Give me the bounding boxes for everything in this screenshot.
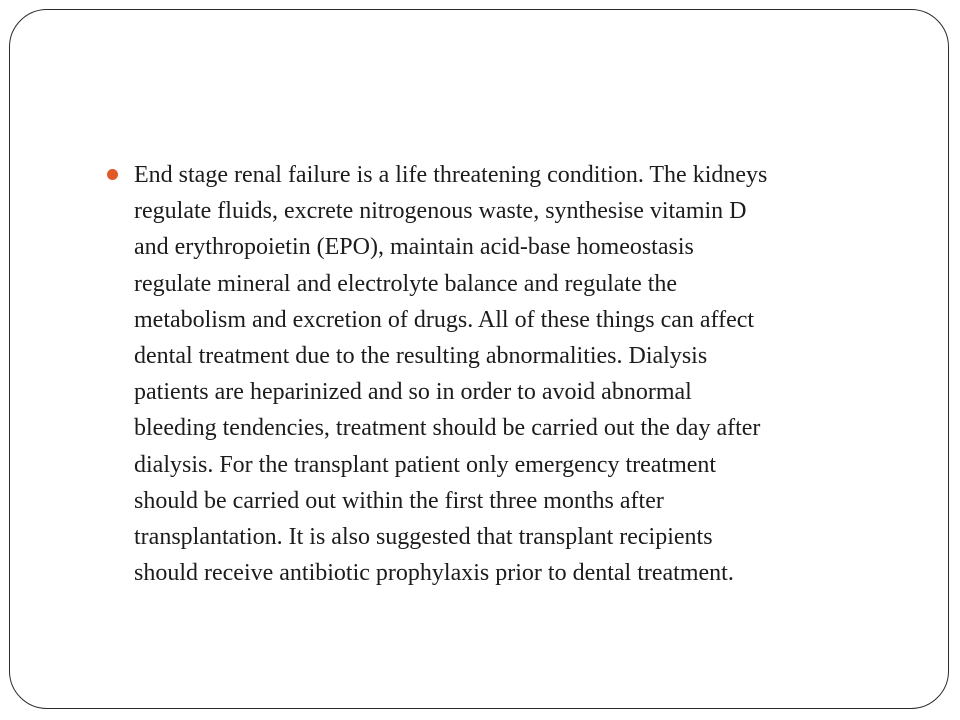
bullet-paragraph bbox=[134, 157, 907, 591]
bullet-line-8: bleeding tendencies, treatment should be carried out the day after bbox=[134, 415, 761, 442]
bullet-line-1: End stage renal failure is a life threatening condition. The kidneys bbox=[134, 162, 768, 188]
bullet-line-9: dialysis. For the transplant patient only emergency treatment bbox=[134, 451, 717, 478]
bullet-dot-icon bbox=[107, 169, 118, 180]
bullet-line-5: metabolism and excretion of drugs. All of these things can affect bbox=[134, 306, 755, 333]
bullet-line-3: and erythropoietin (EPO), maintain acid-base homeostasis bbox=[134, 234, 694, 261]
bullet-line-4: regulate mineral and electrolyte balance and regulate the bbox=[134, 270, 678, 297]
slide-content bbox=[107, 157, 907, 591]
bullet-line-6: dental treatment due to the resulting abnormalities. Dialysis bbox=[134, 343, 708, 370]
bullet-line-11: transplantation. It is also suggested that transplant recipients bbox=[134, 524, 713, 551]
bullet-line-7: patients are heparinized and so in order to avoid abnormal bbox=[134, 379, 692, 406]
bullet-line-12: should receive antibiotic prophylaxis prior to dental treatment. bbox=[134, 560, 734, 587]
bullet-line-10: should be carried out within the first three months after bbox=[134, 487, 664, 514]
bullet-item bbox=[107, 157, 907, 591]
bullet-line-2: regulate fluids, excrete nitrogenous waste, synthesise vitamin D bbox=[134, 198, 747, 225]
